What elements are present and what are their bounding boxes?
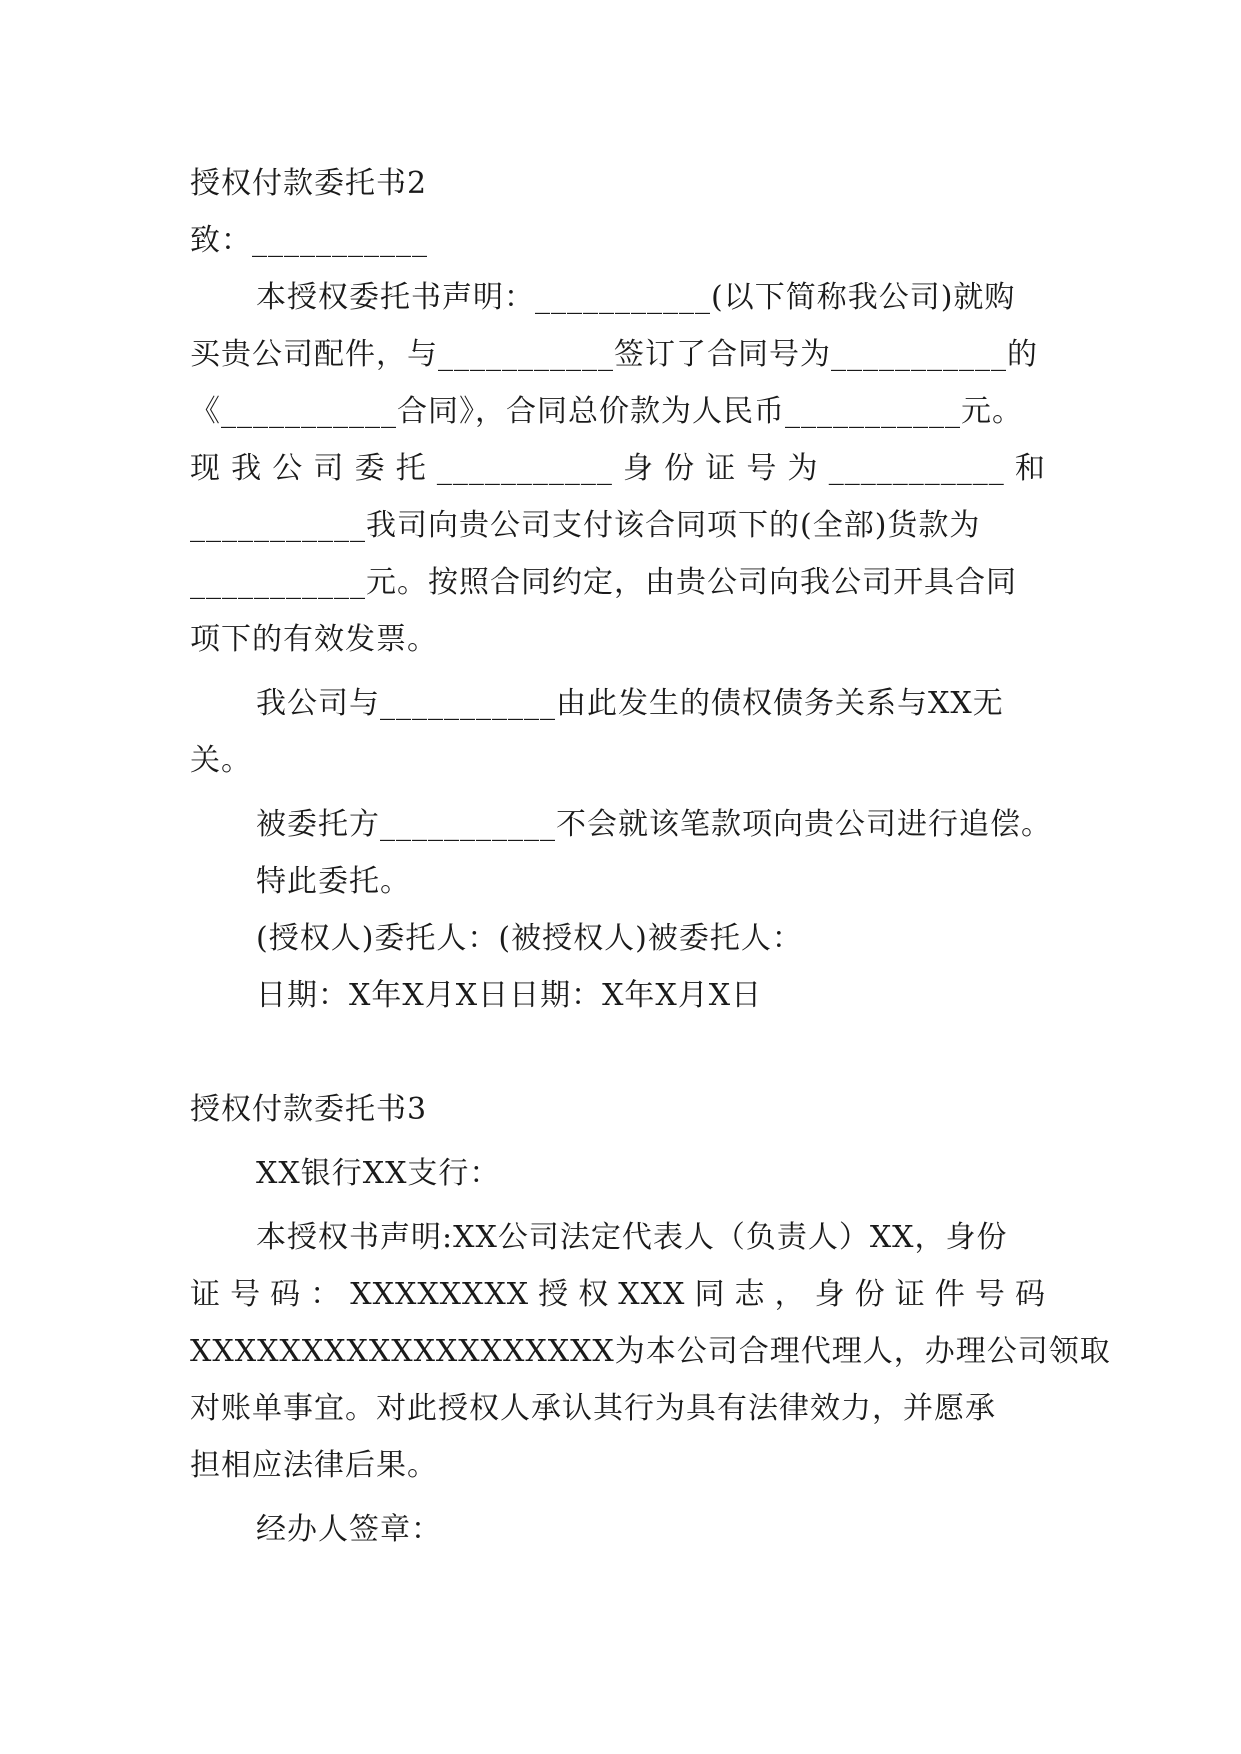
- section2-para1-line5: ___________我司向贵公司支付该合同项下的(全部)货款为: [190, 508, 981, 543]
- word: 号: [746, 451, 778, 486]
- section3-addressee: XX银行XX支行：: [256, 1156, 501, 1191]
- section2-para1-line1: 本授权委托书声明：___________(以下简称我公司)就购: [256, 280, 1016, 315]
- blank: ___________: [436, 451, 613, 486]
- word: 司: [313, 451, 345, 486]
- section2-date-line: 日期：X年X月X日日期：X年X月X日: [256, 978, 763, 1013]
- section3-para1-line1: 本授权书声明:XX公司法定代表人（负责人）XX，身份: [256, 1220, 1008, 1255]
- word: 身: [814, 1277, 846, 1312]
- word: 码: [1014, 1277, 1046, 1312]
- word: ：: [310, 1277, 342, 1312]
- word: 我: [231, 451, 263, 486]
- word: ，: [774, 1277, 806, 1312]
- word: 件: [934, 1277, 966, 1312]
- section2-para1-line3: 《___________合同》，合同总价款为人民币___________元。: [190, 394, 1023, 429]
- word: 为: [787, 451, 819, 486]
- word: 身: [622, 451, 654, 486]
- section3-handler-signature: 经办人签章：: [256, 1512, 442, 1547]
- blank: ___________: [828, 451, 1005, 486]
- section2-title: 授权付款委托书2: [190, 166, 428, 201]
- word: 码: [270, 1277, 302, 1312]
- section2-para1-line7: 项下的有效发票。: [190, 622, 438, 657]
- to-blank: ___________: [252, 223, 428, 258]
- section2-addressee-line: [190, 221, 428, 261]
- section2-para1-line4: [190, 449, 1046, 489]
- word: 证: [705, 451, 737, 486]
- word: 同: [694, 1277, 726, 1312]
- word: 公: [272, 451, 304, 486]
- word: 托: [395, 451, 427, 486]
- word: 志: [734, 1277, 766, 1312]
- word: 现: [190, 451, 221, 486]
- section2-signature-line: (授权人)委托人：(被授权人)被委托人：: [256, 921, 803, 956]
- to-label: 致：: [190, 223, 252, 258]
- word: 证: [190, 1277, 221, 1312]
- section2-para4: 特此委托。: [256, 864, 411, 899]
- word: 授: [538, 1277, 570, 1312]
- word: 份: [854, 1277, 886, 1312]
- word: 证: [894, 1277, 926, 1312]
- section2-para2-line2: 关。: [190, 743, 252, 778]
- section2-para1-line2: 买贵公司配件，与___________签订了合同号为___________的: [190, 337, 1038, 372]
- word: XXX: [618, 1277, 686, 1312]
- word: 号: [230, 1277, 262, 1312]
- section3-para1-line5: 担相应法律后果。: [190, 1448, 438, 1483]
- word: 号: [974, 1277, 1006, 1312]
- word: 份: [664, 451, 696, 486]
- section2-para1-line6: ___________元。按照合同约定，由贵公司向我公司开具合同: [190, 565, 1017, 600]
- word: 委: [354, 451, 386, 486]
- section3-title: 授权付款委托书3: [190, 1092, 428, 1127]
- section3-para1-line2: [190, 1275, 1046, 1315]
- section2-para2-line1: 我公司与___________由此发生的债权债务关系与XX无: [256, 686, 1004, 721]
- section3-para1-line4: 对账单事宜。对此授权人承认其行为具有法律效力，并愿承: [190, 1391, 996, 1426]
- word: 权: [578, 1277, 610, 1312]
- section2-para3: 被委托方___________不会就该笔款项向贵公司进行追偿。: [256, 807, 1052, 842]
- word: 和: [1014, 451, 1046, 486]
- section3-para1-line3: XXXXXXXXXXXXXXXXXXX为本公司合理代理人，办理公司领取: [190, 1334, 1111, 1369]
- word: XXXXXXXX: [350, 1277, 530, 1312]
